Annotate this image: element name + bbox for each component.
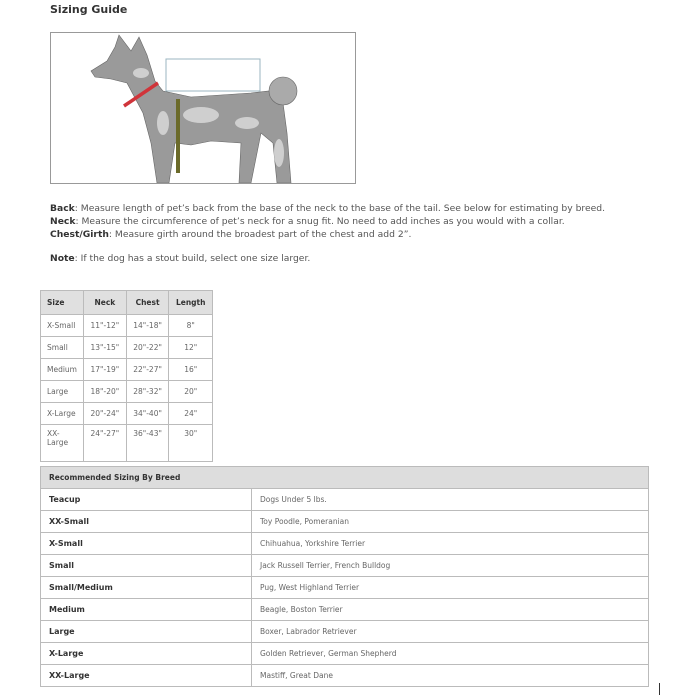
text-cursor (659, 683, 660, 695)
breed-cell: Pug, West Highland Terrier (252, 577, 649, 599)
breed-cell: Toy Poodle, Pomeranian (252, 511, 649, 533)
length-cell: 24" (169, 403, 213, 425)
table-row (41, 425, 213, 462)
neck-cell: 18"-20" (84, 381, 127, 403)
length-cell: 20" (169, 381, 213, 403)
note-term: Note (50, 253, 75, 264)
size-cell: Teacup (41, 489, 252, 511)
chest-cell: 20"-22" (126, 337, 169, 359)
breed-cell: Beagle, Boston Terrier (252, 599, 649, 621)
breed-cell: Mastiff, Great Dane (252, 665, 649, 687)
table-row (41, 511, 649, 533)
back-measure-line (166, 59, 260, 91)
size-table (40, 290, 213, 462)
breed-cell: Dogs Under 5 lbs. (252, 489, 649, 511)
chest-term: Chest/Girth (50, 229, 109, 240)
chest-text: : Measure girth around the broadest part of the chest and add 2”. (108, 229, 412, 240)
size-cell: Medium (41, 359, 84, 381)
size-cell: XX-Large (41, 425, 84, 462)
table-row (41, 555, 649, 577)
dog-measurement-illustration (50, 32, 356, 184)
chest-cell: 36"-43" (126, 425, 169, 462)
note (50, 253, 310, 264)
size-cell: Small/Medium (41, 577, 252, 599)
breed-cell: Chihuahua, Yorkshire Terrier (252, 533, 649, 555)
header-chest: Chest (126, 291, 169, 315)
breed-cell: Jack Russell Terrier, French Bulldog (252, 555, 649, 577)
neck-cell: 17"-19" (84, 359, 127, 381)
header-length: Length (169, 291, 213, 315)
size-cell: Small (41, 555, 252, 577)
size-cell: Small (41, 337, 84, 359)
length-cell: 12" (169, 337, 213, 359)
table-row (41, 315, 213, 337)
header-size: Size (41, 291, 84, 315)
size-cell: X-Large (41, 643, 252, 665)
length-cell: 8" (169, 315, 213, 337)
size-cell: X-Small (41, 315, 84, 337)
note-text: : If the dog has a stout build, select one size larger. (74, 253, 311, 264)
dog-illustration (51, 33, 355, 183)
table-row (41, 643, 649, 665)
size-cell: XX-Large (41, 665, 252, 687)
neck-text: : Measure the circumference of pet’s neck for a snug fit. No need to add inches as you would with a collar. (75, 216, 565, 227)
size-cell: Medium (41, 599, 252, 621)
size-cell: Large (41, 381, 84, 403)
neck-cell: 11"-12" (84, 315, 127, 337)
chest-cell: 14"-18" (126, 315, 169, 337)
chest-cell: 22"-27" (126, 359, 169, 381)
table-row (41, 359, 213, 381)
size-cell: XX-Small (41, 511, 252, 533)
length-cell: 16" (169, 359, 213, 381)
back-term: Back (50, 203, 75, 214)
table-row (41, 621, 649, 643)
size-cell: X-Small (41, 533, 252, 555)
size-cell: Large (41, 621, 252, 643)
table-row (41, 577, 649, 599)
length-cell: 30" (169, 425, 213, 462)
breed-table-header: Recommended Sizing By Breed (41, 467, 649, 489)
table-row (41, 381, 213, 403)
measurement-instructions (50, 202, 605, 241)
breed-cell: Golden Retriever, German Shepherd (252, 643, 649, 665)
chest-cell: 28"-32" (126, 381, 169, 403)
table-row (41, 489, 649, 511)
header-neck: Neck (84, 291, 127, 315)
table-row (41, 533, 649, 555)
size-cell: X-Large (41, 403, 84, 425)
neck-cell: 13"-15" (84, 337, 127, 359)
neck-cell: 24"-27" (84, 425, 127, 462)
table-row (41, 337, 213, 359)
neck-term: Neck (50, 216, 76, 227)
page-title: Sizing Guide (50, 3, 128, 16)
neck-cell: 20"-24" (84, 403, 127, 425)
table-row (41, 599, 649, 621)
breed-sizing-table (40, 466, 649, 687)
breed-cell: Boxer, Labrador Retriever (252, 621, 649, 643)
table-row (41, 665, 649, 687)
size-table-header (41, 291, 213, 315)
chest-cell: 34"-40" (126, 403, 169, 425)
back-text: : Measure length of pet’s back from the base of the neck to the base of the tail. See below for estimating by breed. (74, 203, 606, 214)
table-row (41, 403, 213, 425)
